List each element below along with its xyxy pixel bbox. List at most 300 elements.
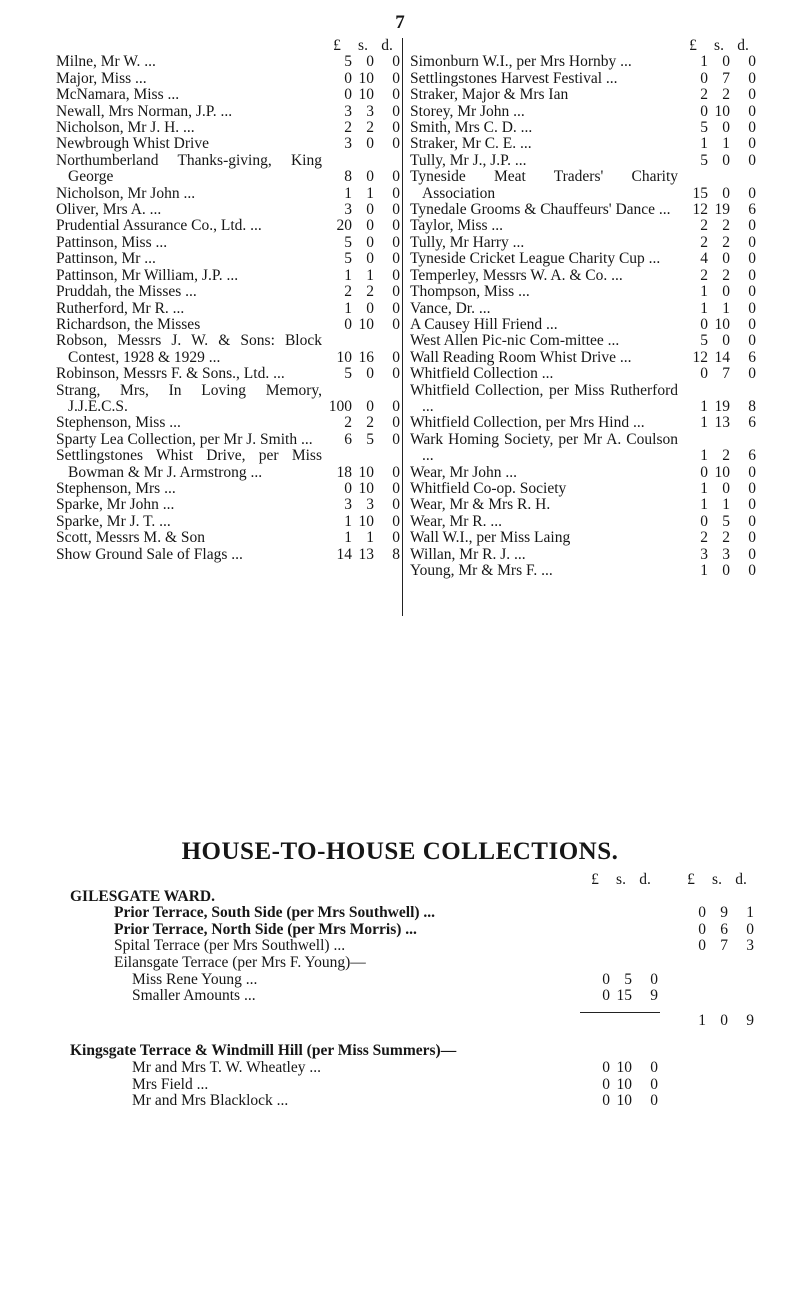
table-row bbox=[70, 955, 756, 972]
amount-pounds: 100 bbox=[328, 397, 352, 415]
pounds-header: £ bbox=[333, 37, 341, 54]
amount-pounds: 5 bbox=[344, 250, 352, 268]
amount-pence: 0 bbox=[748, 529, 756, 547]
table-row bbox=[70, 1013, 756, 1030]
amount-pounds: 12 bbox=[692, 201, 708, 219]
amount-pounds: 1 bbox=[700, 414, 708, 432]
shillings-header: s. bbox=[358, 37, 368, 54]
list-item bbox=[410, 465, 756, 481]
amount-pounds: 0 bbox=[700, 463, 708, 481]
amount-pence: 3 bbox=[746, 937, 754, 955]
amount-pence: 0 bbox=[748, 135, 756, 153]
entry-amount bbox=[678, 54, 756, 70]
list-item bbox=[410, 317, 756, 333]
pence-header: d. bbox=[735, 871, 747, 888]
amount-pence: 0 bbox=[392, 283, 400, 301]
entry-name: Whitfield Collection, per Miss Rutherford ... bbox=[410, 382, 678, 415]
amount-pounds: 6 bbox=[344, 430, 352, 448]
amount-shillings: 0 bbox=[720, 1011, 728, 1029]
amount-pounds: 1 bbox=[700, 562, 708, 579]
amount-pounds: 2 bbox=[344, 414, 352, 432]
amount-pence: 6 bbox=[748, 447, 756, 465]
entry-name: Smith, Mrs C. D. ... bbox=[410, 120, 533, 137]
entry-amount bbox=[322, 218, 400, 234]
amount-pence: 0 bbox=[392, 299, 400, 317]
table-row bbox=[70, 1093, 756, 1110]
table-row bbox=[70, 1060, 756, 1077]
list-item bbox=[410, 563, 756, 579]
pence-header: d. bbox=[381, 37, 393, 54]
pounds-header: £ bbox=[689, 37, 697, 54]
entry-amount bbox=[678, 202, 756, 218]
list-item bbox=[410, 481, 756, 497]
amount-pounds: 18 bbox=[336, 463, 352, 481]
entry-name: Settlingstones Whist Drive, per Miss Bowman & Mr J. Armstrong ... bbox=[56, 448, 322, 481]
amount-shillings: 0 bbox=[722, 283, 730, 301]
entry-name: Straker, Major & Mrs Ian bbox=[410, 87, 569, 104]
amount-pence: 0 bbox=[748, 332, 756, 350]
list-item bbox=[410, 547, 756, 563]
amount-pence: 0 bbox=[748, 299, 756, 317]
entry-amount bbox=[322, 399, 400, 415]
amount-shillings: 0 bbox=[366, 365, 374, 383]
amount-shillings: 2 bbox=[722, 233, 730, 251]
amount-pence: 0 bbox=[748, 53, 756, 71]
amount-pence: 0 bbox=[392, 69, 400, 87]
amount-pounds: 5 bbox=[700, 119, 708, 137]
entry-amount bbox=[322, 251, 400, 267]
row-label-text: Kingsgate Terrace & Windmill Hill (per Miss Summers)— bbox=[70, 1042, 457, 1060]
entry-amount bbox=[678, 481, 756, 497]
row-label bbox=[70, 922, 580, 939]
list-item bbox=[410, 350, 756, 366]
amount-shillings: 3 bbox=[722, 545, 730, 563]
amount-pounds: 0 bbox=[700, 69, 708, 87]
list-item bbox=[56, 136, 400, 152]
amount-pence: 0 bbox=[392, 102, 400, 120]
row-label: Mrs Field ... bbox=[132, 1075, 209, 1093]
entry-amount bbox=[322, 514, 400, 530]
entry-amount bbox=[322, 350, 400, 366]
entry-name: Wear, Mr R. ... bbox=[410, 513, 502, 530]
amount-pence: 0 bbox=[392, 184, 400, 202]
entry-amount bbox=[322, 120, 400, 136]
amount-pounds: 4 bbox=[700, 250, 708, 268]
pounds-header: £ bbox=[591, 871, 599, 888]
amount-pounds: 1 bbox=[344, 299, 352, 317]
amount-shillings: 0 bbox=[366, 233, 374, 251]
entry-amount bbox=[678, 448, 756, 464]
amount-pence: 0 bbox=[748, 496, 756, 514]
amount-pounds: 5 bbox=[700, 151, 708, 169]
entry-amount bbox=[678, 120, 756, 136]
list-item bbox=[410, 218, 756, 234]
amount-pence: 0 bbox=[392, 365, 400, 383]
total-amount bbox=[676, 1013, 756, 1030]
amount-pounds: 1 bbox=[344, 184, 352, 202]
page-number: 7 bbox=[395, 12, 405, 33]
amount-pounds: 3 bbox=[344, 135, 352, 153]
amount-shillings: 19 bbox=[714, 201, 730, 219]
amount-shillings: 1 bbox=[366, 529, 374, 547]
entry-amount bbox=[678, 547, 756, 563]
amount-pence: 0 bbox=[650, 970, 658, 988]
subtotal-rule bbox=[70, 1005, 756, 1013]
entry-amount bbox=[678, 251, 756, 267]
amount-shillings: 2 bbox=[366, 283, 374, 301]
amount-shillings: 10 bbox=[358, 479, 374, 497]
row-label bbox=[70, 905, 580, 922]
amount-shillings: 10 bbox=[358, 512, 374, 530]
right-column bbox=[410, 38, 756, 579]
entry-amount bbox=[678, 71, 756, 87]
amount-pounds: 1 bbox=[700, 135, 708, 153]
amount-shillings: 3 bbox=[366, 102, 374, 120]
currency-header bbox=[410, 38, 756, 54]
amount-pounds: 0 bbox=[602, 987, 610, 1005]
entry-name: Richardson, the Misses bbox=[56, 316, 201, 333]
list-item bbox=[56, 87, 400, 103]
left-column bbox=[56, 38, 400, 563]
list-item bbox=[410, 284, 756, 300]
table-row bbox=[70, 905, 756, 922]
amount-pence: 6 bbox=[748, 201, 756, 219]
entry-name: Nicholson, Mr John ... bbox=[56, 185, 196, 202]
ward-heading: GILESGATE WARD. bbox=[70, 887, 215, 905]
amount-shillings: 1 bbox=[722, 496, 730, 514]
entry-amount bbox=[322, 104, 400, 120]
entry-name: Northumberland Thanks-giving, King George bbox=[56, 152, 322, 186]
amount-shillings: 5 bbox=[624, 970, 632, 988]
subtotal-amount bbox=[580, 1093, 660, 1110]
shillings-header: s. bbox=[616, 871, 626, 888]
list-item bbox=[56, 530, 400, 546]
entry-amount bbox=[678, 301, 756, 317]
amount-pence: 0 bbox=[392, 201, 400, 219]
list-item bbox=[410, 120, 756, 136]
amount-pence: 0 bbox=[748, 562, 756, 579]
amount-pounds: 1 bbox=[700, 479, 708, 497]
amount-pounds: 12 bbox=[692, 348, 708, 366]
amount-pence: 0 bbox=[392, 463, 400, 481]
amount-pence: 0 bbox=[392, 135, 400, 153]
entry-name: Stephenson, Miss ... bbox=[56, 415, 181, 432]
amount-pence: 0 bbox=[650, 1058, 658, 1076]
list-item bbox=[56, 415, 400, 431]
pence-header: d. bbox=[639, 871, 651, 888]
amount-pounds: 0 bbox=[344, 479, 352, 497]
column-divider bbox=[402, 38, 403, 616]
list-item bbox=[56, 251, 400, 267]
amount-shillings: 10 bbox=[616, 1058, 632, 1076]
amount-pounds: 5 bbox=[344, 233, 352, 251]
amount-pence: 0 bbox=[392, 86, 400, 104]
entry-name: Stephenson, Mrs ... bbox=[56, 480, 176, 497]
amount-pounds: 0 bbox=[700, 315, 708, 333]
list-item bbox=[410, 530, 756, 546]
entry-amount bbox=[678, 218, 756, 234]
entry-amount bbox=[678, 415, 756, 431]
amount-shillings: 0 bbox=[366, 201, 374, 219]
amount-shillings: 0 bbox=[722, 53, 730, 71]
amount-pence: 0 bbox=[748, 250, 756, 268]
amount-pounds: 1 bbox=[700, 397, 708, 415]
amount-pence: 0 bbox=[748, 151, 756, 169]
amount-pence: 0 bbox=[392, 414, 400, 432]
entry-amount bbox=[678, 186, 756, 202]
entry-amount bbox=[678, 235, 756, 251]
amount-pence: 6 bbox=[748, 414, 756, 432]
row-label: Eilansgate Terrace (per Mrs F. Young)— bbox=[114, 953, 366, 971]
entry-name: Straker, Mr C. E. ... bbox=[410, 136, 532, 153]
list-item bbox=[410, 366, 756, 382]
list-item bbox=[410, 415, 756, 431]
entry-name: Simonburn W.I., per Mrs Hornby ... bbox=[410, 54, 632, 71]
entry-name: Sparke, Mr John ... bbox=[56, 497, 175, 514]
amount-pounds: 14 bbox=[336, 545, 352, 563]
list-item bbox=[56, 218, 400, 234]
shillings-header: s. bbox=[714, 37, 724, 54]
list-item bbox=[56, 153, 400, 186]
entry-name: West Allen Pic-nic Com-mittee ... bbox=[410, 333, 620, 350]
entry-amount bbox=[678, 563, 756, 579]
entry-amount bbox=[322, 268, 400, 284]
entry-amount bbox=[678, 317, 756, 333]
house-to-house-table bbox=[70, 872, 756, 1110]
entry-amount bbox=[322, 317, 400, 333]
amount-pence: 0 bbox=[392, 348, 400, 366]
amount-pence: 0 bbox=[748, 217, 756, 235]
amount-pence: 0 bbox=[748, 315, 756, 333]
entry-name: Willan, Mr R. J. ... bbox=[410, 546, 526, 563]
amount-shillings: 10 bbox=[358, 86, 374, 104]
amount-pence: 9 bbox=[746, 1011, 754, 1029]
amount-pounds: 15 bbox=[692, 184, 708, 202]
amount-shillings: 2 bbox=[722, 86, 730, 104]
entry-name: Thompson, Miss ... bbox=[410, 284, 530, 301]
row-label-text: Prior Terrace, South Side (per Mrs Southwell) ... bbox=[114, 904, 436, 922]
table-row bbox=[70, 938, 756, 955]
amount-pence: 0 bbox=[650, 1075, 658, 1093]
subtotal-amount bbox=[580, 988, 660, 1005]
amount-pence: 0 bbox=[650, 1092, 658, 1110]
entry-amount bbox=[678, 350, 756, 366]
list-item bbox=[56, 514, 400, 530]
entry-amount bbox=[322, 186, 400, 202]
amount-pence: 0 bbox=[748, 233, 756, 251]
entry-amount bbox=[322, 481, 400, 497]
list-item bbox=[56, 104, 400, 120]
list-item bbox=[410, 153, 756, 169]
amount-pounds: 1 bbox=[700, 447, 708, 465]
entry-name: Robson, Messrs J. W. & Sons: Block Contest, 1928 & 1929 ... bbox=[56, 333, 322, 366]
amount-shillings: 1 bbox=[722, 135, 730, 153]
amount-pounds: 0 bbox=[344, 69, 352, 87]
amount-pounds: 3 bbox=[700, 545, 708, 563]
amount-shillings: 1 bbox=[366, 184, 374, 202]
entry-name: Tyneside Meat Traders' Charity Association bbox=[410, 169, 678, 202]
amount-pence: 0 bbox=[392, 496, 400, 514]
entry-name: Taylor, Miss ... bbox=[410, 218, 504, 235]
amount-pounds: 2 bbox=[344, 119, 352, 137]
amount-pence: 0 bbox=[748, 102, 756, 120]
amount-shillings: 0 bbox=[722, 184, 730, 202]
amount-pounds: 2 bbox=[700, 233, 708, 251]
amount-shillings: 5 bbox=[722, 512, 730, 530]
amount-pounds: 0 bbox=[698, 937, 706, 955]
amount-pounds: 5 bbox=[344, 365, 352, 383]
amount-shillings: 0 bbox=[366, 168, 374, 186]
total-amount bbox=[676, 922, 756, 939]
row-label: Mr and Mrs T. W. Wheatley ... bbox=[132, 1058, 321, 1076]
entry-name: Pattinson, Miss ... bbox=[56, 234, 168, 251]
amount-pounds: 0 bbox=[698, 920, 706, 938]
list-item bbox=[410, 333, 756, 349]
table-row bbox=[70, 1043, 756, 1060]
amount-pence: 0 bbox=[392, 430, 400, 448]
amount-shillings: 0 bbox=[366, 397, 374, 415]
rule-spacer bbox=[70, 1005, 580, 1013]
entry-name: Milne, Mr W. ... bbox=[56, 54, 156, 71]
amount-pounds: 0 bbox=[602, 970, 610, 988]
amount-shillings: 2 bbox=[366, 119, 374, 137]
row-label bbox=[70, 1043, 580, 1060]
amount-shillings: 13 bbox=[714, 414, 730, 432]
subtotal-amount bbox=[580, 1060, 660, 1077]
entry-name: Tully, Mr J., J.P. ... bbox=[410, 152, 527, 169]
amount-shillings: 0 bbox=[722, 479, 730, 497]
entry-amount bbox=[678, 399, 756, 415]
entry-name: Wall Reading Room Whist Drive ... bbox=[410, 349, 632, 366]
amount-pounds: 1 bbox=[344, 529, 352, 547]
list-item bbox=[410, 202, 756, 218]
amount-pounds: 2 bbox=[700, 217, 708, 235]
currency-header bbox=[56, 38, 400, 54]
amount-pounds: 2 bbox=[344, 283, 352, 301]
amount-pounds: 0 bbox=[700, 102, 708, 120]
list-item bbox=[56, 235, 400, 251]
entry-amount bbox=[322, 301, 400, 317]
list-item bbox=[410, 235, 756, 251]
amount-shillings: 7 bbox=[722, 69, 730, 87]
list-item bbox=[410, 268, 756, 284]
entry-name: Storey, Mr John ... bbox=[410, 103, 525, 120]
entry-amount bbox=[322, 366, 400, 382]
amount-shillings: 0 bbox=[722, 562, 730, 579]
list-item bbox=[56, 71, 400, 87]
entry-name: Whitfield Co-op. Society bbox=[410, 480, 567, 497]
amount-shillings: 10 bbox=[358, 315, 374, 333]
entry-amount bbox=[322, 71, 400, 87]
amount-shillings: 1 bbox=[366, 266, 374, 284]
amount-pence: 0 bbox=[748, 184, 756, 202]
amount-shillings: 19 bbox=[714, 397, 730, 415]
amount-pence: 0 bbox=[392, 250, 400, 268]
amount-shillings: 9 bbox=[720, 904, 728, 922]
amount-pence: 0 bbox=[392, 512, 400, 530]
entry-amount bbox=[678, 284, 756, 300]
table-row bbox=[70, 972, 756, 989]
total-amount bbox=[676, 905, 756, 922]
amount-pounds: 1 bbox=[700, 283, 708, 301]
amount-pence: 0 bbox=[392, 168, 400, 186]
list-item bbox=[410, 251, 756, 267]
amount-shillings: 0 bbox=[722, 151, 730, 169]
entry-name: Wear, Mr & Mrs R. H. bbox=[410, 497, 551, 514]
subtotal-amount bbox=[580, 972, 660, 989]
entry-name: Show Ground Sale of Flags ... bbox=[56, 546, 243, 563]
amount-pence: 9 bbox=[650, 987, 658, 1005]
amount-shillings: 15 bbox=[616, 987, 632, 1005]
amount-shillings: 0 bbox=[366, 135, 374, 153]
amount-shillings: 2 bbox=[366, 414, 374, 432]
list-item bbox=[56, 301, 400, 317]
entry-name: Sparty Lea Collection, per Mr J. Smith ... bbox=[56, 431, 313, 448]
amount-pence: 0 bbox=[392, 217, 400, 235]
shillings-header: s. bbox=[712, 871, 722, 888]
list-item bbox=[56, 383, 400, 416]
entry-amount bbox=[678, 514, 756, 530]
rule-gap bbox=[660, 1005, 756, 1013]
amount-pence: 1 bbox=[746, 904, 754, 922]
entry-name: Whitfield Collection ... bbox=[410, 366, 554, 383]
amount-pence: 0 bbox=[746, 920, 754, 938]
amount-shillings: 16 bbox=[358, 348, 374, 366]
amount-shillings: 10 bbox=[714, 315, 730, 333]
amount-pence: 0 bbox=[748, 69, 756, 87]
list-item bbox=[56, 268, 400, 284]
amount-pounds: 1 bbox=[344, 512, 352, 530]
amount-pence: 0 bbox=[748, 463, 756, 481]
amount-pounds: 8 bbox=[344, 168, 352, 186]
amount-shillings: 6 bbox=[720, 920, 728, 938]
entry-amount bbox=[678, 268, 756, 284]
entry-amount bbox=[322, 54, 400, 70]
entry-name: Tully, Mr Harry ... bbox=[410, 234, 525, 251]
amount-pence: 6 bbox=[748, 348, 756, 366]
list-item bbox=[410, 497, 756, 513]
list-item bbox=[56, 186, 400, 202]
entry-name: Wark Homing Society, per Mr A. Coulson ... bbox=[410, 431, 678, 465]
list-item bbox=[56, 202, 400, 218]
amount-shillings: 0 bbox=[366, 299, 374, 317]
section-title: HOUSE-TO-HOUSE COLLECTIONS. bbox=[181, 838, 619, 865]
amount-pounds: 2 bbox=[700, 266, 708, 284]
list-item bbox=[410, 383, 756, 416]
row-label: Smaller Amounts ... bbox=[132, 987, 256, 1005]
entry-name: Wall W.I., per Miss Laing bbox=[410, 530, 571, 547]
entry-name: Vance, Dr. ... bbox=[410, 300, 491, 317]
entry-amount bbox=[678, 136, 756, 152]
entry-name: Rutherford, Mr R. ... bbox=[56, 300, 185, 317]
amount-pence: 0 bbox=[748, 512, 756, 530]
amount-shillings: 7 bbox=[720, 937, 728, 955]
entry-amount bbox=[322, 497, 400, 513]
entry-name: Whitfield Collection, per Mrs Hind ... bbox=[410, 415, 645, 432]
entry-amount bbox=[322, 547, 400, 563]
list-item bbox=[56, 481, 400, 497]
entry-amount bbox=[322, 202, 400, 218]
row-label: Miss Rene Young ... bbox=[132, 970, 258, 988]
amount-pounds: 2 bbox=[700, 529, 708, 547]
entry-name: Pattinson, Mr ... bbox=[56, 251, 156, 268]
row-label-text: Prior Terrace, North Side (per Mrs Morris) ... bbox=[114, 920, 417, 938]
subtotal-amount bbox=[580, 1077, 660, 1094]
amount-shillings: 13 bbox=[358, 545, 374, 563]
amount-shillings: 2 bbox=[722, 217, 730, 235]
amount-pence: 0 bbox=[748, 283, 756, 301]
list-item bbox=[410, 87, 756, 103]
